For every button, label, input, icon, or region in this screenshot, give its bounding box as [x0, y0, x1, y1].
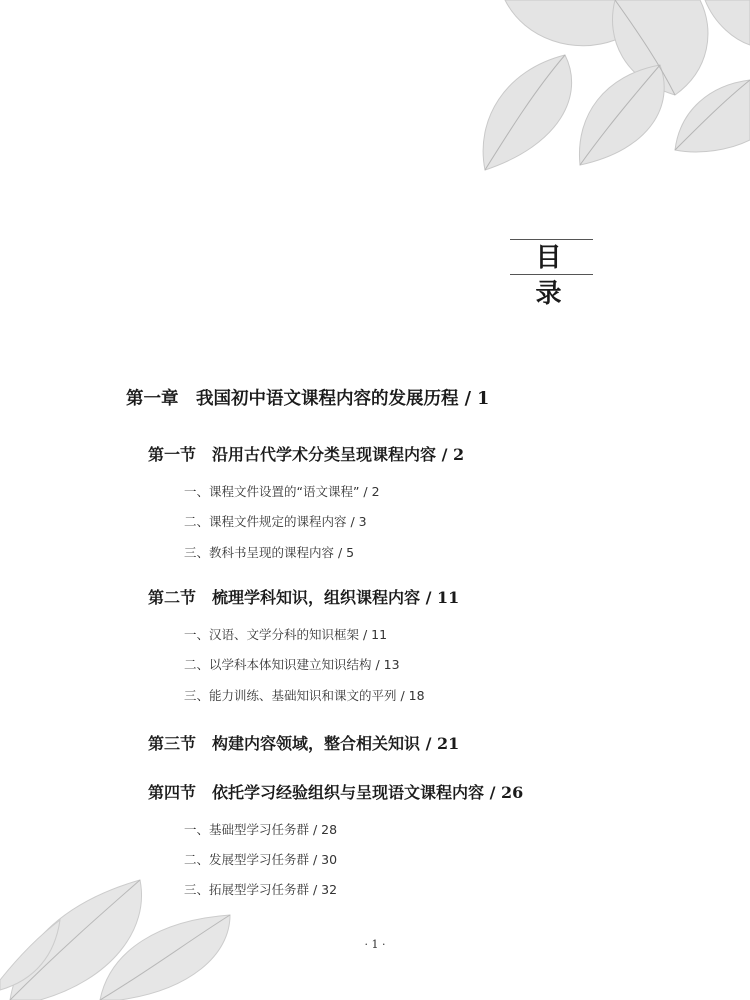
leaf-decoration-top — [465, 0, 750, 190]
section-3-entry[interactable]: 第三节 构建内容领域，整合相关知识 / 21 — [148, 734, 460, 753]
subsection-entry[interactable]: 一、基础型学习任务群 / 28 — [184, 822, 338, 837]
subsection-entry[interactable]: 三、教科书呈现的课程内容 / 5 — [184, 545, 355, 560]
chapter-1-entry[interactable]: 第一章 我国初中语文课程内容的发展历程 / 1 — [126, 389, 490, 409]
subsection-entry[interactable]: 二、课程文件规定的课程内容 / 3 — [184, 514, 367, 529]
toc-title: 目 录 — [510, 239, 593, 275]
subsection-entry[interactable]: 三、能力训练、基础知识和课文的平列 / 18 — [184, 688, 425, 703]
section-1-entry[interactable]: 第一节 沿用古代学术分类呈现课程内容 / 2 — [148, 445, 465, 464]
subsection-entry[interactable]: 二、以学科本体知识建立知识结构 / 13 — [184, 657, 400, 672]
subsection-entry[interactable]: 二、发展型学习任务群 / 30 — [184, 852, 338, 867]
subsection-entry[interactable]: 一、课程文件设置的“语文课程” / 2 — [184, 484, 380, 499]
subsection-entry[interactable]: 三、拓展型学习任务群 / 32 — [184, 882, 338, 897]
section-4-entry[interactable]: 第四节 依托学习经验组织与呈现语文课程内容 / 26 — [148, 783, 524, 802]
section-2-entry[interactable]: 第二节 梳理学科知识，组织课程内容 / 11 — [148, 588, 460, 607]
subsection-entry[interactable]: 一、汉语、文学分科的知识框架 / 11 — [184, 627, 388, 642]
page-number: · 1 · — [364, 938, 386, 951]
